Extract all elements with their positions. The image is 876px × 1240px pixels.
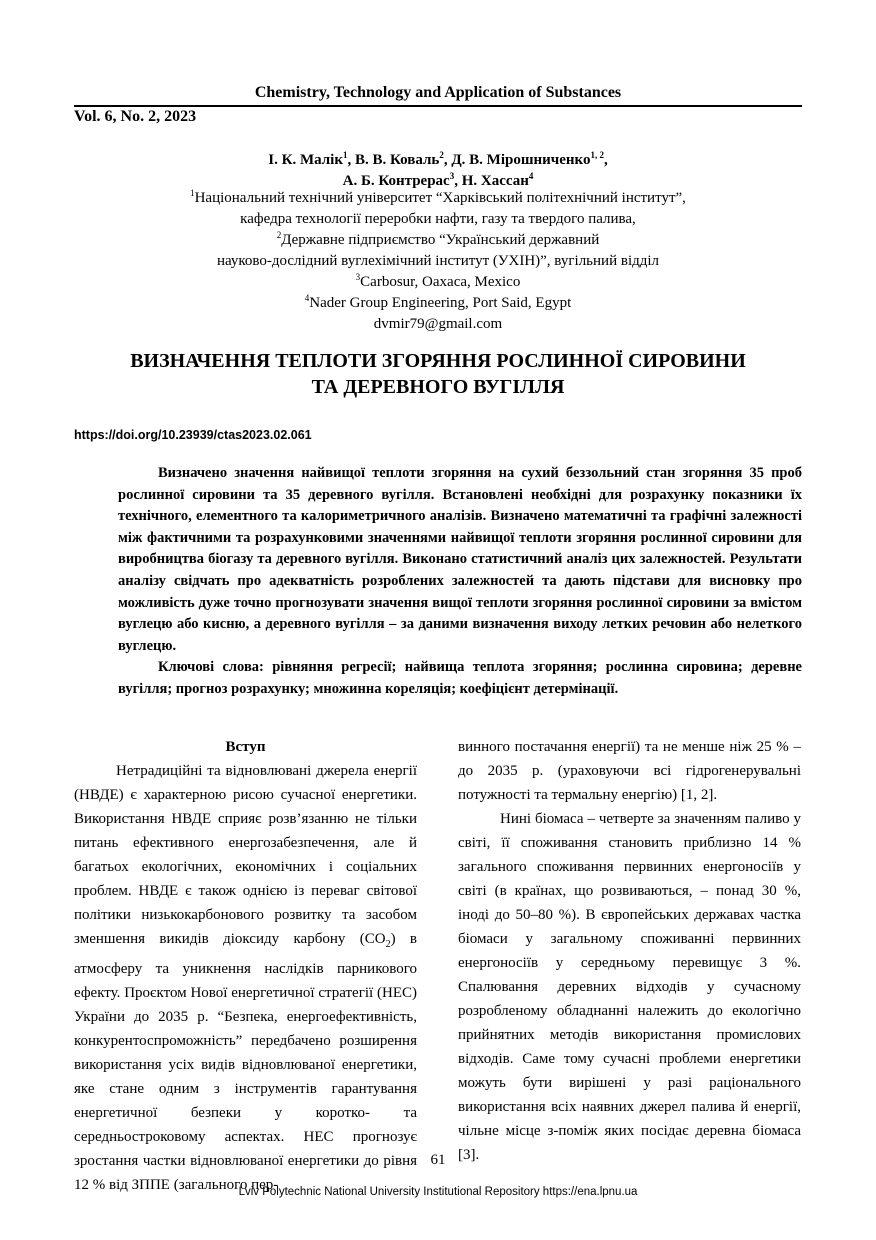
abstract [118,463,802,701]
contact-email: dvmir79@gmail.com [373,316,503,332]
body-column-right [458,735,801,1167]
author-affil-ref: 3 [449,171,455,181]
repository-footer: Lviv Polytechnic National University Institutional Repository https://ena.lpnu.ua [238,1186,638,1198]
title-line-2: ТА ДЕРЕВНОГО ВУГІЛЛЯ [311,376,565,398]
author-affil-ref: 2 [439,150,444,160]
keywords: Ключові слова: рівняння регресії; найвища теплота згоряння; рослинна сировина; деревне вугілля; прогноз розрахунку; множинна кореляція; коефіцієнт детермінації. [118,659,802,697]
affiliation-line: $^4$Nader Group Engineering, Port Said, Egypt [304,293,572,311]
header-rule [74,105,802,107]
journal-title: Chemistry, Technology and Application of Substances [254,84,622,101]
abstract-text: Визначено значення найвищої теплоти згоряння на сухий беззольний стан згоряння 35 проб рослинної сировини та 35 деревного вугілля. Встановлені необхідні для розрахунку показники їх технічного, елементного та калориметричного аналізів. Визначено математичні та графічні залежності між фактичними та розрахунковими значеннями найвищої теплоти згоряння рослинної сировини для виробництва біогазу та деревного вугілля. Виконано статистичний аналіз цих залежностей. Результати аналізу свідчать про адекватність розроблених залежностей та дають підстави для висновку про можливість дуже точно прогнозувати значення вищої теплоти згоряння рослинної сировини за вмістом вуглецю або кисню, а деревного вугілля – за даними визначення виходу летких речовин або нелеткого вуглецю. [118,465,802,654]
author-separator: , [443,152,452,168]
author-separator: , [347,152,355,168]
author-affil-ref: 4 [528,171,534,181]
author-name: Н. Хассан [461,173,529,189]
intro-paragraph-1: Нетрадиційні та відновлювані джерела енергії (НВДЕ) є характерною рисою сучасної енергетики. Використання НВДЕ сприяє розв’язанню не тільки питань ефективного енергозабезпечення, але й багатьох екологічних, економічних і соціальних проблем. НВДЕ є також однією із переваг світової політики низькокарбонового розвитку та засобом зменшення викидів діоксиду карбону $(CO_2)$ в атмосферу та уникнення наслідків парникового ефекту. Проєктом Нової енергетичної стратегії (НЕС) України до 2035 р. “Безпека, енергоефективність, конкурентоспроможність” передбачено розширення використання усіх видів відновлюваної енергетики, яке стане одним з інструментів гарантування енергетичної безпеки у коротко- та середньостроковому аспектах. НЕС прогнозує зростання частки відновлюваної енергетики до рівня 12 % від ЗППЕ (загального пер- [74,763,418,1193]
title-line-1: ВИЗНАЧЕННЯ ТЕПЛОТИ ЗГОРЯННЯ РОСЛИННОЇ СИРОВИНИ [130,350,746,372]
affiliation-line: $^2$Державне підприємство “Український державний [276,230,600,248]
co2-subscript: 2 [385,939,391,950]
author-affil-ref: 1 [342,150,348,160]
volume-info: Vol. 6, No. 2, 2023 [74,108,197,125]
affiliation-line: науково-дослідний вуглехімічний інститут (УХІН)”, вугільний відділ [216,253,660,269]
author-list [0,150,876,192]
affil-ref: 1 [190,188,195,198]
affiliation-line: кафедра технології переробки нафти, газу та твердого палива, [240,211,636,227]
intro-paragraph-2: Нині біомаса – четверте за значенням паливо у світі, її споживання становить приблизно 14 % загального споживання первинних енергоносіїв у світі (в країнах, що розвиваються, – понад 30 %, іноді до 50–80 %). В європейських державах частка біомаси у загальному споживанні первинних енергоносіїв у середньому перевищує 3 %. Спалювання деревних відходів у сучасному розробленому обладнанні належить до екологічно прийнятних методів використання промислових відходів. Саме тому сучасні проблеми енергетики можуть бути вирішені у разі раціонального використання всіх наявних джерел палива й енергії, чільне місце з-поміж яких посідає деревна біомаса [3]. [458,811,801,1163]
author-line-1 [0,150,876,171]
doi-link[interactable]: https://doi.org/10.23939/ctas2023.02.061 [74,428,312,442]
affil-ref: 2 [276,230,282,240]
affiliation-line: $^3$Carbosur, Oaxaca, Mexico [355,272,521,290]
affil-ref: 4 [304,293,310,303]
affiliation-line: $^1$Національний технічний університет “Харківський політехнічний інститут”, [190,188,686,206]
author-affil-ref: 1, 2 [590,150,604,160]
author-separator: , [454,173,462,189]
author-separator: , [604,152,608,168]
affil-ref: 3 [355,272,361,282]
intro-paragraph-1-continued: винного постачання енергії) та не менше ніж 25 % – до 2035 р. (ураховуючи всі гідрогенерувальні потужності та термальну енергію) [1, 2]. [458,739,801,803]
body-column-left [74,735,417,1197]
author-name: І. К. Малік [268,152,343,168]
author-name: А. Б. Контрерас [342,173,450,189]
affiliations [0,188,876,335]
section-heading-intro: Вступ [225,739,266,755]
page-number: 61 [430,1152,446,1168]
paper-title [0,348,876,400]
author-name: В. В. Коваль [354,152,440,168]
author-name: Д. В. Мірошниченко [451,152,591,168]
